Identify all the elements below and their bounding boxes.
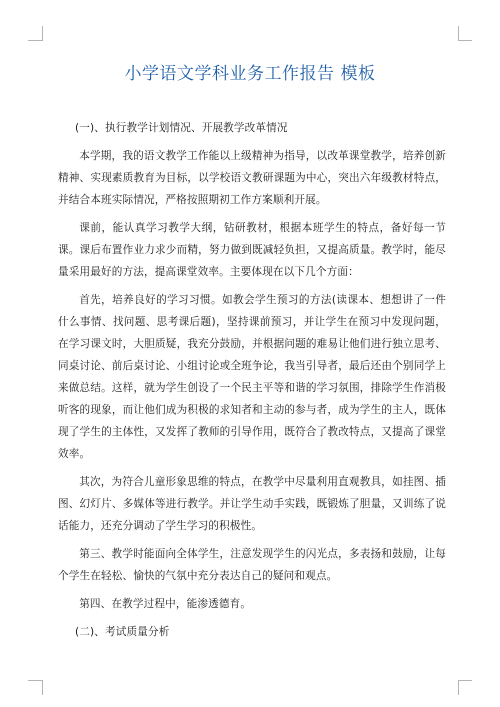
crop-mark-top-left-h [28,40,42,41]
crop-mark-top-right-h [458,40,472,41]
crop-mark-bottom-right-h [458,680,472,681]
paragraph: 第四、在教学过程中，能渗透德育。 [79,598,252,610]
section-heading-1: (一)、执行教学计划情况、开展教学改革情况 [74,122,288,134]
paragraph: 本学期，我的语文教学工作能以上级精神为指导，以改革课堂教学，培养创新精神、实现素质教育为目标，以学校语文教研课题为中心，突出六年级教材特点，并结合本班实际情况，严格按照期初工作方案顺利开展。 [58,150,446,206]
crop-mark-bottom-left-v [42,680,43,695]
crop-mark-top-left-v [42,26,43,41]
crop-mark-bottom-left-h [28,680,42,681]
crop-mark-bottom-right-v [458,680,459,695]
document-body [58,117,446,649]
paragraph: 首先，培养良好的学习习惯。如教会学生预习的方法(读课本、想想讲了一件什么事情、找问题、思考课后题)，坚持课前预习，并让学生在预习中发现问题，在学习课文时，大胆质疑，我充分鼓励，并根据问题的难易让他们进行独立思考、同桌讨论、前后桌讨论、小组讨论或全班争论，我当引导者，最后还由个别同学上来做总结。这样，就为学生创设了一个民主平等和谐的学习氛围，排除学生作消极听客的现象，而让他们成为积极的求知者和主动的参与者，成为学生的主人，既体现了学生的主体性，又发挥了教师的引导作用，既符合了教改特点，又提高了课堂效率。 [58,294,446,460]
paragraph: 其次，为符合儿童形象思维的特点，在教学中尽量利用直观教具，如挂图、插图、幻灯片、多媒体等进行教学。并让学生动手实践，既锻炼了胆量，又训练了说话能力，还充分调动了学生学习的积极性。 [58,476,446,532]
paragraph: 第三、教学时能面向全体学生，注意发现学生的闪光点，多表扬和鼓励，让每个学生在轻松、愉快的气氛中充分表达自己的疑问和观点。 [58,548,446,582]
section-heading-2: (二)、考试质量分析 [74,626,170,638]
paragraph: 课前，能认真学习教学大纲，钻研教材，根据本班学生的特点，备好每一节课。课后布置作业力求少而精，努力做到既减轻负担，又提高质量。教学时，能尽量采用最好的方法，提高课堂效率。主要体现在以下几个方面： [58,222,446,278]
document-title: 小学语文学科业务工作报告 模板 [124,64,376,84]
crop-mark-top-right-v [458,26,459,41]
